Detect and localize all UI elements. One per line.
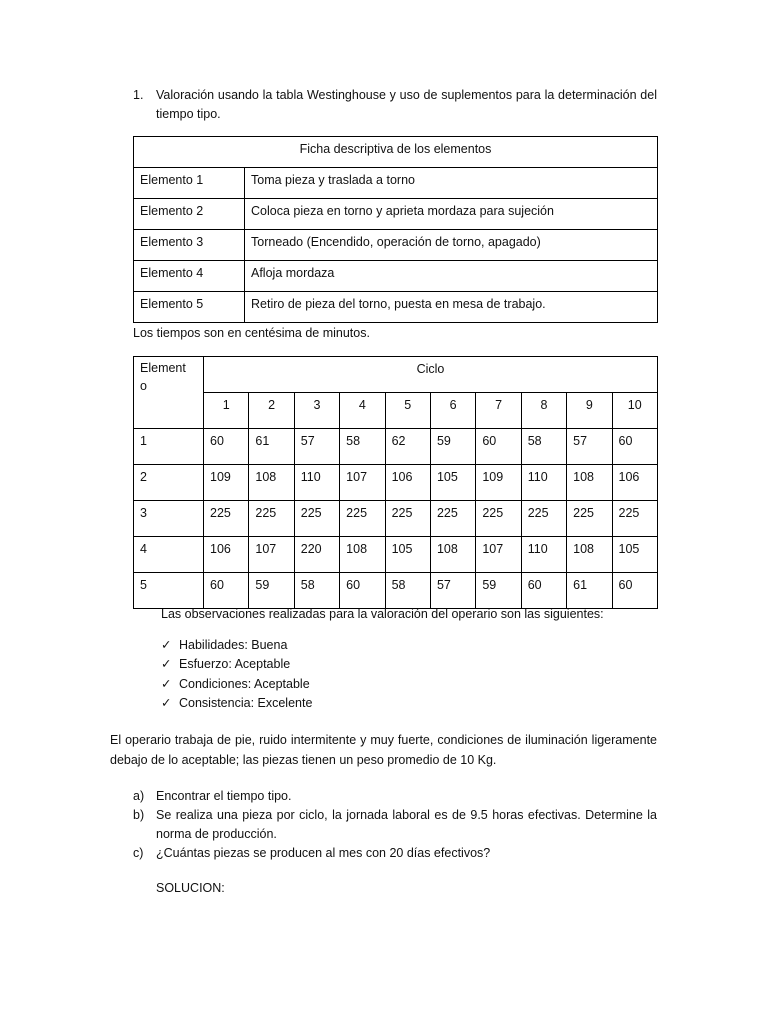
table-row xyxy=(134,537,658,573)
time-value: 225 xyxy=(430,501,475,537)
part-label: c) xyxy=(133,846,144,860)
element-number: 5 xyxy=(134,573,204,609)
time-value: 58 xyxy=(521,429,566,465)
part-text: Encontrar el tiempo tipo. xyxy=(156,789,292,803)
element-description: Coloca pieza en torno y aprieta mordaza para sujeción xyxy=(245,199,658,230)
time-value: 220 xyxy=(294,537,339,573)
question-1 xyxy=(133,86,657,124)
time-value: 225 xyxy=(340,501,385,537)
table-row xyxy=(134,199,658,230)
cycle-number: 9 xyxy=(567,393,612,429)
time-value: 107 xyxy=(340,465,385,501)
time-value: 225 xyxy=(612,501,657,537)
time-value: 58 xyxy=(294,573,339,609)
observation-text: Condiciones: Aceptable xyxy=(179,676,310,691)
element-header-line2: o xyxy=(140,379,147,393)
list-item xyxy=(161,694,312,713)
time-value: 108 xyxy=(567,465,612,501)
element-description: Torneado (Encendido, operación de torno, apagado) xyxy=(245,230,658,261)
cycle-header: Ciclo xyxy=(204,357,658,393)
observation-text: Esfuerzo: Aceptable xyxy=(179,657,291,672)
cycle-numbers-row xyxy=(134,393,658,429)
time-value: 108 xyxy=(430,537,475,573)
list-item xyxy=(161,675,312,694)
time-value: 110 xyxy=(521,465,566,501)
cycle-number: 10 xyxy=(612,393,657,429)
time-value: 106 xyxy=(385,465,430,501)
time-value: 107 xyxy=(249,537,294,573)
time-value: 60 xyxy=(204,573,249,609)
time-value: 61 xyxy=(249,429,294,465)
time-value: 107 xyxy=(476,537,521,573)
time-value: 58 xyxy=(340,429,385,465)
time-value: 58 xyxy=(385,573,430,609)
element-description: Afloja mordaza xyxy=(245,261,658,292)
times-note: Los tiempos son en centésima de minutos. xyxy=(133,326,370,340)
element-number: 1 xyxy=(134,429,204,465)
observations-list xyxy=(161,636,312,713)
list-item xyxy=(161,655,312,674)
element-name: Elemento 5 xyxy=(134,292,245,323)
element-header-line1: Element xyxy=(140,361,186,375)
element-description: Retiro de pieza del torno, puesta en mesa de trabajo. xyxy=(245,292,658,323)
table-row xyxy=(134,261,658,292)
time-value: 60 xyxy=(476,429,521,465)
table-row xyxy=(134,501,658,537)
time-value: 60 xyxy=(340,573,385,609)
time-value: 108 xyxy=(249,465,294,501)
part-text: Se realiza una pieza por ciclo, la jornada laboral es de 9.5 horas efectivas. Determine la norma de producción. xyxy=(156,808,657,841)
part-text: ¿Cuántas piezas se producen al mes con 20 días efectivos? xyxy=(156,846,491,860)
table-row xyxy=(134,465,658,501)
solution-label: SOLUCION: xyxy=(156,881,225,895)
question-number: 1. xyxy=(133,88,144,102)
table-row xyxy=(134,429,658,465)
time-value: 60 xyxy=(612,429,657,465)
time-value: 57 xyxy=(567,429,612,465)
observation-text: Consistencia: Excelente xyxy=(179,695,313,710)
cycle-number: 2 xyxy=(249,393,294,429)
cycle-number: 1 xyxy=(204,393,249,429)
time-value: 225 xyxy=(476,501,521,537)
time-value: 109 xyxy=(204,465,249,501)
time-value: 225 xyxy=(204,501,249,537)
time-value: 225 xyxy=(294,501,339,537)
time-value: 59 xyxy=(476,573,521,609)
time-value: 57 xyxy=(294,429,339,465)
cycle-number: 5 xyxy=(385,393,430,429)
time-value: 62 xyxy=(385,429,430,465)
time-value: 225 xyxy=(385,501,430,537)
list-item xyxy=(133,806,657,844)
cycle-number: 3 xyxy=(294,393,339,429)
time-value: 105 xyxy=(612,537,657,573)
time-value: 60 xyxy=(204,429,249,465)
time-value: 106 xyxy=(612,465,657,501)
checkmark-icon: ✓ xyxy=(161,657,172,672)
cycle-times-table xyxy=(133,356,658,609)
time-value: 60 xyxy=(612,573,657,609)
element-number: 3 xyxy=(134,501,204,537)
element-header xyxy=(134,357,204,429)
time-value: 59 xyxy=(249,573,294,609)
element-name: Elemento 2 xyxy=(134,199,245,230)
table-row xyxy=(134,230,658,261)
time-value: 105 xyxy=(430,465,475,501)
observation-text: Habilidades: Buena xyxy=(179,638,288,652)
table-row xyxy=(134,292,658,323)
time-value: 108 xyxy=(567,537,612,573)
time-value: 225 xyxy=(567,501,612,537)
list-item xyxy=(161,636,312,655)
list-item xyxy=(133,844,657,863)
element-number: 4 xyxy=(134,537,204,573)
table-row xyxy=(134,168,658,199)
time-value: 108 xyxy=(340,537,385,573)
time-value: 59 xyxy=(430,429,475,465)
cycle-number: 4 xyxy=(340,393,385,429)
part-label: b) xyxy=(133,808,145,822)
table-title: Ficha descriptiva de los elementos xyxy=(134,137,658,168)
observations-title: Las observaciones realizadas para la valoración del operario son las siguientes: xyxy=(161,607,604,621)
time-value: 61 xyxy=(567,573,612,609)
table-row xyxy=(134,573,658,609)
element-number: 2 xyxy=(134,465,204,501)
time-value: 105 xyxy=(385,537,430,573)
operator-conditions-paragraph: El operario trabaja de pie, ruido intermitente y muy fuerte, condiciones de iluminación ligeramente debajo de lo aceptable; las piezas tienen un peso promedio de 10 Kg. xyxy=(110,733,657,767)
element-name: Elemento 4 xyxy=(134,261,245,292)
elements-description-table xyxy=(133,136,658,323)
cycle-number: 8 xyxy=(521,393,566,429)
element-name: Elemento 3 xyxy=(134,230,245,261)
part-label: a) xyxy=(133,789,145,803)
list-item xyxy=(133,787,657,806)
checkmark-icon: ✓ xyxy=(161,695,172,710)
time-value: 109 xyxy=(476,465,521,501)
cycle-number: 6 xyxy=(430,393,475,429)
checkmark-icon: ✓ xyxy=(161,638,172,652)
cycle-number: 7 xyxy=(476,393,521,429)
time-value: 225 xyxy=(249,501,294,537)
time-value: 110 xyxy=(294,465,339,501)
element-description: Toma pieza y traslada a torno xyxy=(245,168,658,199)
time-value: 60 xyxy=(521,573,566,609)
checkmark-icon: ✓ xyxy=(161,676,172,691)
time-value: 110 xyxy=(521,537,566,573)
time-value: 106 xyxy=(204,537,249,573)
question-parts-list xyxy=(133,787,657,863)
question-text: Valoración usando la tabla Westinghouse y uso de suplementos para la determinación del tiempo tipo. xyxy=(156,88,657,121)
time-value: 57 xyxy=(430,573,475,609)
time-value: 225 xyxy=(521,501,566,537)
element-name: Elemento 1 xyxy=(134,168,245,199)
